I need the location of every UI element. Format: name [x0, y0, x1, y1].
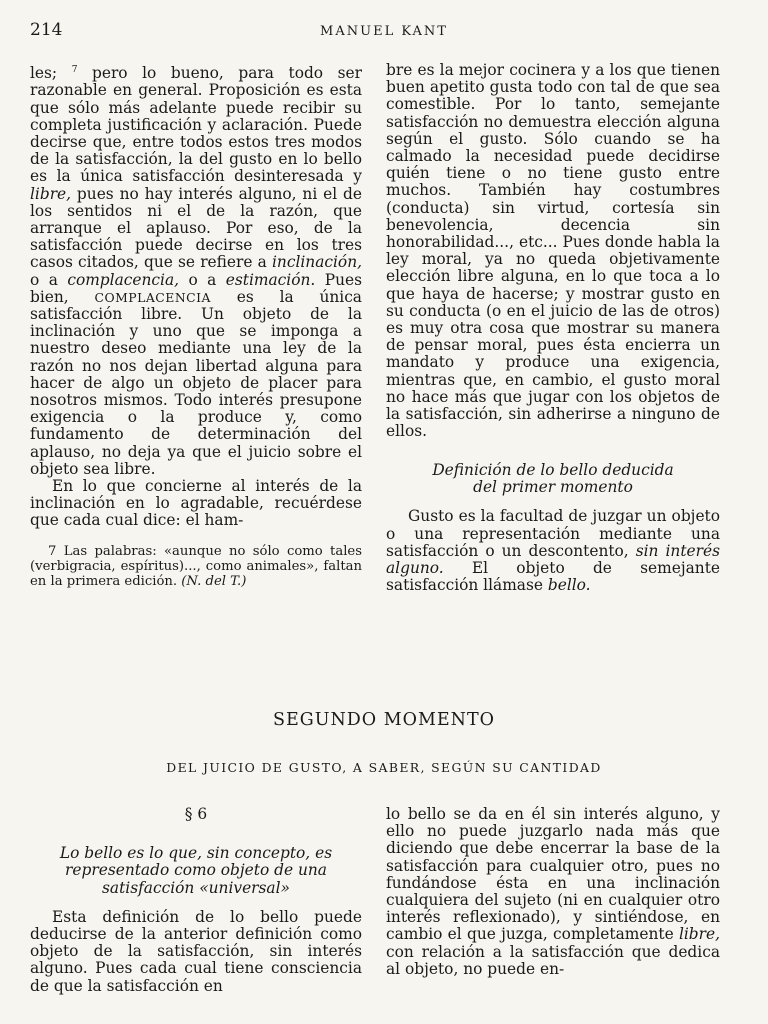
paragraph: Esta definición de lo bello puede deducirse de la anterior definición como objeto de la satisfacción, sin interés alguno. Pues cada cual tiene consciencia de que la satisfacción en [30, 907, 362, 995]
running-head: MANUEL KANT [320, 24, 448, 39]
paragraph: les; $^7$ pero lo bueno, para todo ser razonable en general. Proposición es esta que sólo más adelante puede recibir su completa justificación y aclaración. Puede decirse que, entre todos estos tres modos de la satisfacción, la del gusto en lo bello es la única satisfacción desinteresada y libre, pues no hay interés alguno, ni el de los sentidos ni el de la razón, que arranque el aplauso. Por eso, de la satisfacción puede decirse en los tres casos citados, que se refiere a inclinación, o a complacencia, o a estimación. Pues bien, COMPLACENCIA es la única satisfacción libre. Un objeto de la inclinación y uno que se imponga a nuestro deseo mediante una ley de la razón no nos dejan libertad alguna para hacer de algo un objeto de placer para nosotros mismos. Todo interés presupone exigencia o la produce y, como fundamento de determinación del aplauso, no deja ya que el juicio sobre el objeto sea libre. [30, 64, 363, 478]
section-subheading: DEL JUICIO DE GUSTO, A SABER, SEGÚN SU CANTIDAD [166, 760, 602, 775]
top-left-column [30, 62, 362, 589]
section-title: Lo bello es lo que, sin concepto, es representado como objeto de una satisfacción «universal» [59, 844, 333, 897]
paragraph: lo bello se da en él sin interés alguno, y ello no puede juzgarlo nada más que diciendo que debe encerrar la base de la satisfacción para cualquier otro, pues no fundándose ésta en una inclinación cualquiera del sujeto (ni en cualquier otro interés reflexionado), y sintiéndose, en cambio el que juzga, completamente libre, con relación a la satisfacción que dedica al objeto, no puede en- [386, 805, 720, 978]
section-heading: SEGUNDO MOMENTO [272, 710, 496, 730]
bottom-left-column [30, 806, 362, 995]
bottom-right-column [386, 806, 720, 978]
paragraph: bre es la mejor cocinera y a los que tienen buen apetito gusta todo con tal de que sea comestible. Por lo tanto, semejante satisfacción no demuestra elección alguna según el gusto. Sólo cuando se ha calmado la necesidad puede decidirse quién tiene o no tiene gusto entre muchos. También hay costumbres (conducta) sin virtud, cortesía sin benevolencia, decencia sin honorabilidad..., etc... Pues donde habla la ley moral, ya no queda objetivamente elección libre alguna, en lo que toca a lo que haya de hacerse; y mostrar gusto en su conducta (o en el juicio de las de otros) es muy otra cosa que mostrar su manera de pensar moral, pues ésta encierra un mandato y produce una exigencia, mientras que, en cambio, el gusto moral no hace más que jugar con los objetos de la satisfacción, sin adherirse a ninguno de ellos. [386, 61, 720, 441]
footnote: 7 Las palabras: «aunque no sólo como tales (verbigracia, espíritus)..., como animales», faltan en la primera edición. (N. del T.) [30, 543, 362, 590]
paragraph: Gusto es la facultad de juzgar un objeto o una representación mediante una satisfacción o un descontento, sin interés alguno. El objeto de semejante satisfacción llámase bello. [386, 507, 720, 595]
section-number: § 6 [184, 805, 208, 823]
page-number: 214 [30, 20, 63, 40]
footnote-marker: 7 [71, 65, 78, 75]
top-right-column [386, 62, 720, 594]
subheading: Definición de lo bello deducida del primer momento [432, 461, 674, 497]
paragraph: En lo que concierne al interés de la inclinación en lo agradable, recuérdese que cada cual dice: el ham- [30, 477, 362, 530]
